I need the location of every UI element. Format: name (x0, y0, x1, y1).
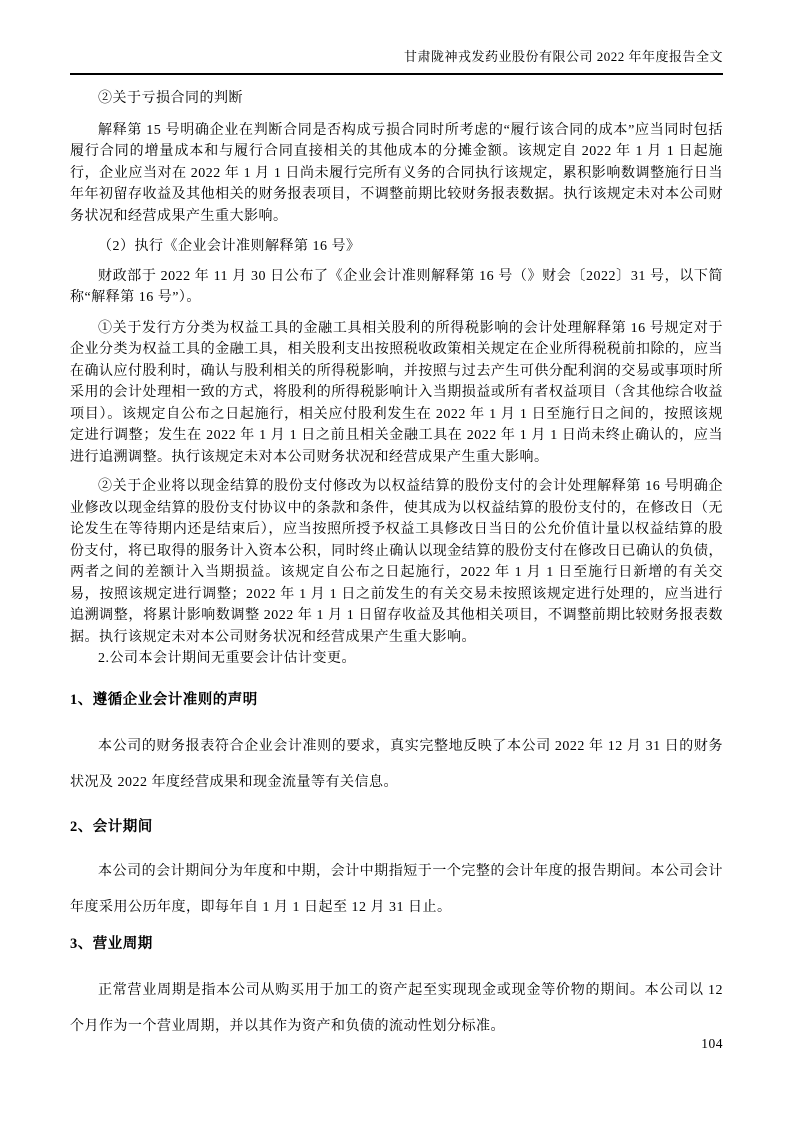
para-accounting-period: 本公司的会计期间分为年度和中期，会计中期指短于一个完整的会计年度的报告期间。本公司会计年度采用公历年度，即每年自 1 月 1 日起至 12 月 31 日止。 (70, 863, 723, 915)
heading-compliance: 1、遵循企业会计准则的声明 (70, 691, 258, 708)
sub-item-interpretation-16: （2）执行《企业会计准则解释第 16 号》 (98, 239, 361, 254)
header-divider (70, 73, 723, 75)
para-interpretation-15: 解释第 15 号明确企业在判断合同是否构成亏损合同时所考虑的“履行该合同的成本”应当同时包括履行合同的增量成本和与履行合同直接相关的其他成本的分摊金额。该规定自 2022 年 1 月 1 日起施行，企业应当对在 2022 年 1 月 1 日尚未履行完所有义务的合同执行该规定，累积影响数调整施行日当年年初留存收益及其他相关的财务报表项目，不调整前期比较财务报表数据。执行该规定未对本公司财务状况和经营成果产生重大影响。 (70, 122, 723, 224)
heading-accounting-period: 2、会计期间 (70, 818, 153, 835)
document-body (70, 88, 723, 1045)
para-compliance: 本公司的财务报表符合企业会计准则的要求，真实完整地反映了本公司 2022 年 12 月 31 日的财务状况及 2022 年度经营成果和现金流量等有关信息。 (70, 738, 723, 790)
para-mof-announcement: 财政部于 2022 年 11 月 30 日公布了《企业会计准则解释第 16 号（》财会〔2022〕31 号，以下简称“解释第 16 号”）。 (70, 268, 723, 305)
para-dividend-income-tax: ①关于发行方分类为权益工具的金融工具相关股利的所得税影响的会计处理解释第 16 号规定对于企业分类为权益工具的金融工具，相关股利支出按照税收政策相关规定在企业所得税税前扣除的，应当在确认应付股利时，确认与股利相关的所得税影响，并按照与过去产生可供分配利润的交易或事项时所采用的会计处理相一致的方式，将股利的所得税影响计入当期损益或所有者权益项目（含其他综合收益项目）。该规定自公布之日起施行，相关应付股利发生在 2022 年 1 月 1 日至施行日之间的，按照该规定进行调整；发生在 2022 年 1 月 1 日之前且相关金融工具在 2022 年 1 月 1 日尚未终止确认的，应当进行追溯调整。执行该规定未对本公司财务状况和经营成果产生重大影响。 (70, 320, 723, 465)
para-share-payment: ②关于企业将以现金结算的股份支付修改为以权益结算的股份支付的会计处理解释第 16 号明确企业修改以现金结算的股份支付协议中的条款和条件，使其成为以权益结算的股份支付的，在修改日（无论发生在等待期内还是结束后），应当按照所授予权益工具修改日当日的公允价值计量以权益结算的股份支付，将已取得的服务计入资本公积，同时终止确认以现金结算的股份支付在修改日已确认的负债，两者之间的差额计入当期损益。该规定自公布之日起施行，2022 年 1 月 1 日至施行日新增的有关交易，按照该规定进行调整；2022 年 1 月 1 日之前发生的有关交易未按照该规定进行处理的，应当进行追溯调整，将累计影响数调整 2022 年 1 月 1 日留存收益及其他相关项目，不调整前期比较财务报表数据。执行该规定未对本公司财务状况和经营成果产生重大影响。 (70, 479, 723, 645)
para-operating-cycle: 正常营业周期是指本公司从购买用于加工的资产起至实现现金或现金等价物的期间。本公司以 12 个月作为一个营业周期，并以其作为资产和负债的流动性划分标准。 (70, 982, 723, 1034)
para-no-estimate-change: 2.公司本会计期间无重要会计估计变更。 (98, 651, 356, 666)
page-number: 104 (701, 1036, 723, 1051)
heading-operating-cycle: 3、营业周期 (70, 935, 153, 952)
sub-item-loss-contract: ②关于亏损合同的判断 (98, 91, 243, 106)
header-title: 甘肃陇神戎发药业股份有限公司 2022 年年度报告全文 (403, 49, 723, 64)
page-header (70, 46, 723, 65)
